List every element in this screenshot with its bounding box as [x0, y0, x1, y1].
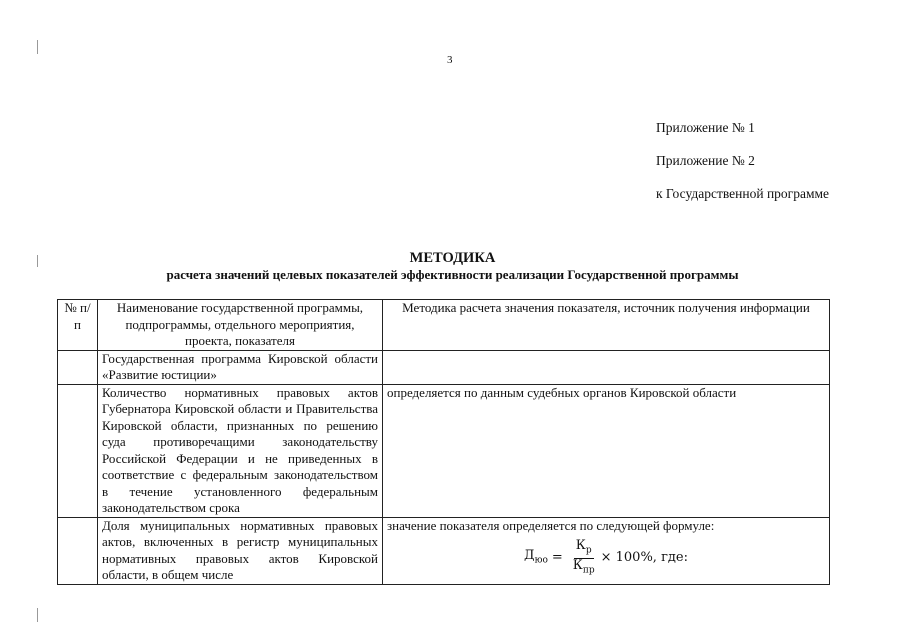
header-num: № п/п	[58, 300, 98, 351]
document-title: МЕТОДИКА	[409, 250, 496, 266]
scan-mark	[37, 608, 38, 622]
table-row	[58, 517, 830, 584]
scan-mark	[37, 40, 38, 54]
table-row	[58, 384, 830, 517]
header-method: Методика расчета значения показателя, источник получения информации	[383, 300, 830, 351]
row-num	[58, 517, 98, 584]
row-name: Доля муниципальных нормативных правовых актов, включенных в регистр муниципальных нормативных правовых актов Кировской области, в общем числе	[98, 517, 383, 584]
row-name: Государственная программа Кировской области «Развитие юстиции»	[98, 350, 383, 384]
row-method-cell	[383, 517, 830, 584]
table-header-row	[58, 300, 830, 351]
row-num	[58, 384, 98, 517]
appendix-line-3: к Государственной программе	[656, 186, 830, 201]
appendix-line-2: Приложение № 2	[656, 153, 755, 168]
appendix-line-1: Приложение № 1	[656, 120, 755, 135]
formula-numerator: $К_р$	[574, 539, 594, 559]
formula-fraction	[571, 539, 597, 577]
formula-tail: × 100%, где:	[600, 549, 688, 565]
table-row	[58, 350, 830, 384]
formula: $Д_{юо}$ = $\frac{К_р}{К_{пр}}$ × 100%, где:	[524, 538, 688, 576]
row-num	[58, 350, 98, 384]
header-name: Наименование государственной программы, подпрограммы, отдельного мероприятия, проекта, показателя	[98, 300, 383, 351]
row-method: значение показателя определяется по следующей формуле:	[387, 517, 715, 533]
document-subtitle: расчета значений целевых показателей эффективности реализации Государственной программы	[166, 267, 739, 282]
methodology-table	[57, 299, 830, 585]
formula-lhs: $Д_{юо}$	[524, 547, 548, 566]
page-number: 3	[447, 54, 453, 66]
row-name: Количество нормативных правовых актов Губернатора Кировской области и Правительства Кировской области, признанных по решению суда противоречащими законодательству Российской Федерации и не приведенных в соответствие с федеральным законодательством в течение установленного федеральным законодательством срока	[98, 384, 383, 517]
formula-denominator: $К_{пр}$	[572, 557, 595, 576]
row-method: определяется по данным судебных органов Кировской области	[383, 384, 830, 517]
row-method	[383, 350, 830, 384]
